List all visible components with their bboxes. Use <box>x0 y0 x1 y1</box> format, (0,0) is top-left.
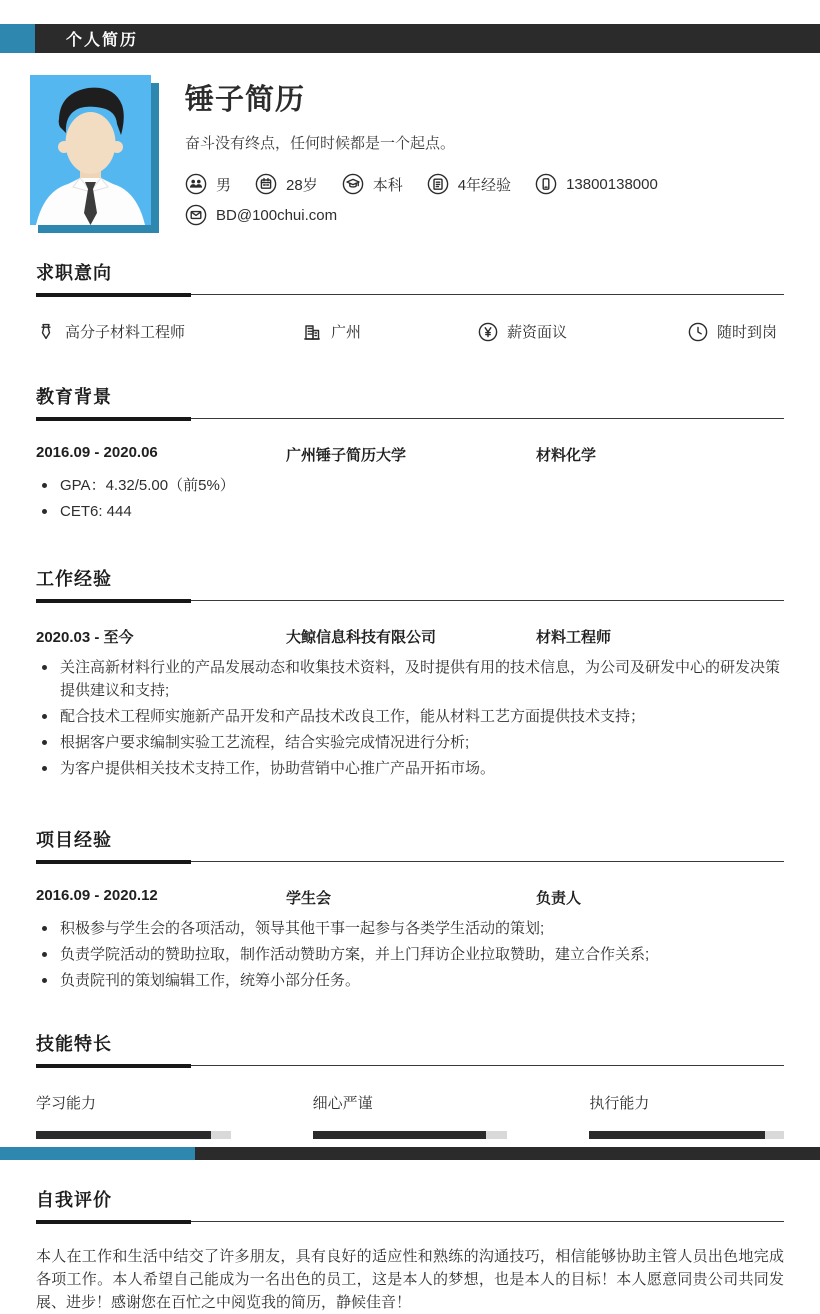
bullet-item: 积极参与学生会的各项活动，领导其他干事一起参与各类学生活动的策划; <box>36 917 784 940</box>
skill-label: 执行能力 <box>589 1095 650 1112</box>
experience-icon <box>427 173 449 195</box>
project-bullets <box>36 917 784 992</box>
skill-label: 学习能力 <box>36 1095 97 1112</box>
age-icon <box>255 173 277 195</box>
skill-progress-fill <box>313 1131 486 1139</box>
salary-icon <box>478 322 498 342</box>
avatar-photo <box>30 75 151 225</box>
intent-availability-value: 随时到岗 <box>717 324 778 341</box>
work-entry-header <box>36 626 784 647</box>
project-entry-header <box>36 887 784 908</box>
age-value: 28岁 <box>286 176 318 194</box>
section-title: 工作经验 <box>36 569 112 589</box>
intent-position <box>36 321 302 342</box>
info-degree <box>342 173 403 195</box>
section-header <box>36 259 784 295</box>
section-header <box>36 383 784 419</box>
gender-icon <box>185 173 207 195</box>
skill-progress-fill <box>36 1131 211 1139</box>
location-icon <box>302 322 322 342</box>
skill-progress-bar <box>313 1131 508 1139</box>
phone-icon <box>535 173 557 195</box>
section-header <box>36 1030 784 1066</box>
bullet-item: 关注高新材料行业的产品发展动态和收集技术资料，及时提供有用的技术信息，为公司及研发中心的研发决策提供建议和支持; <box>36 656 784 702</box>
top-title-bar <box>0 24 820 53</box>
job-intent-items <box>36 321 784 342</box>
intent-city-value: 广州 <box>331 324 362 341</box>
education-major: 材料化学 <box>536 447 597 464</box>
section-title: 求职意向 <box>36 263 112 283</box>
basic-info <box>185 173 784 226</box>
bullet-item: GPA：4.32/5.00（前5%） <box>36 474 784 497</box>
section-title: 教育背景 <box>36 387 112 407</box>
info-phone <box>535 173 658 195</box>
education-bullets <box>36 474 784 523</box>
skill-progress-bar <box>589 1131 784 1139</box>
resume-header <box>30 75 784 235</box>
bullet-item: 根据客户要求编制实验工艺流程，结合实验完成情况进行分析; <box>36 731 784 754</box>
tagline: 奋斗没有终点，任何时候都是一个起点。 <box>185 135 456 152</box>
bullet-item: 配合技术工程师实施新产品开发和产品技术改良工作，能从材料工艺方面提供技术支持； <box>36 705 784 728</box>
email-value: BD@100chui.com <box>216 206 338 224</box>
skill-progress-bar <box>36 1131 231 1139</box>
section-title: 项目经验 <box>36 830 112 850</box>
skills-grid <box>36 1092 784 1139</box>
skill-item <box>313 1092 508 1139</box>
section-work <box>36 565 784 780</box>
bottom-bar <box>0 1147 820 1160</box>
work-date: 2020.03 - 至今 <box>36 629 134 646</box>
section-job-intent <box>36 259 784 342</box>
education-school: 广州锤子简历大学 <box>286 447 407 464</box>
section-title: 自我评价 <box>36 1190 112 1210</box>
skill-item <box>589 1092 784 1139</box>
bullet-item: 负责院刊的策划编辑工作，统筹小部分任务。 <box>36 969 784 992</box>
email-icon <box>185 204 207 226</box>
bullet-item: 为客户提供相关技术支持工作，协助营销中心推广产品开拓市场。 <box>36 757 784 780</box>
gender-value: 男 <box>216 176 232 194</box>
work-role: 材料工程师 <box>536 629 612 646</box>
info-experience <box>427 173 511 195</box>
section-header <box>36 826 784 862</box>
degree-value: 本科 <box>372 176 403 194</box>
intent-salary-value: 薪资面议 <box>507 324 568 341</box>
intent-salary <box>478 321 688 342</box>
avatar <box>30 75 159 233</box>
work-company: 大鲸信息科技有限公司 <box>286 629 437 646</box>
availability-icon <box>688 322 708 342</box>
project-org: 学生会 <box>286 890 332 907</box>
bullet-item: CET6: 444 <box>36 500 784 523</box>
project-date: 2016.09 - 2020.12 <box>36 887 158 904</box>
evaluation-text: 本人在工作和生活中结交了许多朋友，具有良好的适应性和熟练的沟通技巧，相信能够协助主管人员出色地完成各项工作。本人希望自己能成为一名出色的员工，这是本人的梦想，也是本人的目标！本人愿意同贵公司共同发展、进步！感谢您在百忙之中阅览我的简历，静候佳音！ <box>36 1248 784 1311</box>
candidate-name: 锤子简历 <box>185 84 306 116</box>
education-entry-header <box>36 444 784 465</box>
education-date: 2016.09 - 2020.06 <box>36 444 158 461</box>
section-title: 技能特长 <box>36 1034 112 1054</box>
info-age <box>255 173 318 195</box>
info-gender <box>185 173 231 195</box>
work-bullets <box>36 656 784 780</box>
intent-availability <box>688 321 784 342</box>
info-email <box>185 204 337 226</box>
bullet-item: 负责学院活动的赞助拉取，制作活动赞助方案，并上门拜访企业拉取赞助，建立合作关系; <box>36 943 784 966</box>
intent-city <box>302 321 478 342</box>
section-education <box>36 383 784 523</box>
phone-value: 13800138000 <box>566 175 658 193</box>
skill-item <box>36 1092 231 1139</box>
degree-icon <box>342 173 364 195</box>
section-skills <box>36 1030 784 1139</box>
project-role: 负责人 <box>536 890 582 907</box>
accent-bar <box>0 1147 195 1160</box>
page-title: 个人简历 <box>66 32 139 49</box>
section-project <box>36 826 784 992</box>
accent-square <box>0 24 35 53</box>
skill-label: 细心严谨 <box>312 1095 373 1112</box>
section-header <box>36 565 784 601</box>
intent-position-value: 高分子材料工程师 <box>65 324 186 341</box>
section-evaluation <box>36 1186 784 1314</box>
section-header <box>36 1186 784 1222</box>
skill-progress-fill <box>589 1131 764 1139</box>
experience-value: 4年经验 <box>457 176 512 194</box>
position-icon <box>36 322 56 342</box>
